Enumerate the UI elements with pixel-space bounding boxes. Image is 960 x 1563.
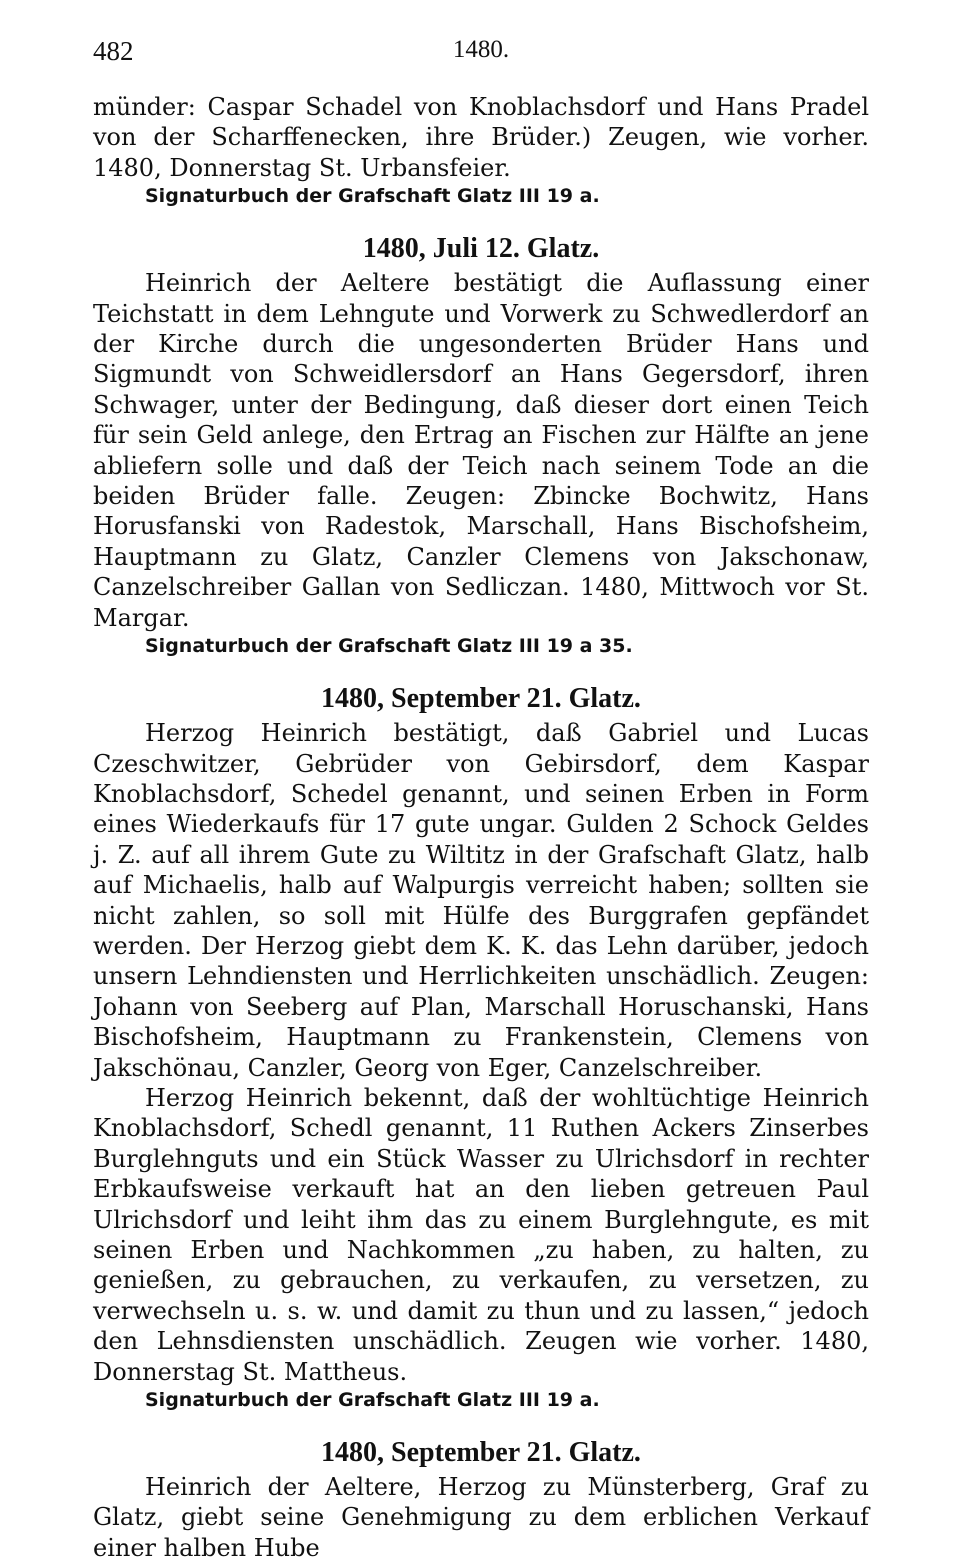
- entry-paragraph: Heinrich der Aeltere bestätigt die Auflassung einer Teichstatt in dem Lehngute und Vorwerk zu Schwedlerdorf an der Kirche durch die ungesonderten Brüder Hans und Sigmundt von Schweidlersdorf an Hans Gegersdorf, ihren Schwager, unter der Bedingung, daß dieser dort einen Teich für sein Geld anlege, den Ertrag an Fischen zur Hälfte an jene abliefern solle und daß der Teich nach seinem Tode an die beiden Brüder falle. Zeugen: Zbincke Bochwitz, Hans Horusfanski von Radestok, Marschall, Hans Bischofsheim, Hauptmann zu Glatz, Canzler Clemens von Jakschonaw, Canzelschreiber Gallan von Sedliczan. 1480, Mittwoch vor St. Margar.: [93, 269, 869, 632]
- running-head: 1480.: [452, 36, 510, 63]
- entry-1480-september-21-a: [93, 680, 869, 1414]
- entry-paragraph: Herzog Heinrich bestätigt, daß Gabriel und Lucas Czeschwitzer, Gebrüder von Gebirsdorf, dem Kaspar Knoblachsdorf, Schedel genannt, und seinen Erben in Form eines Wiederkaufs für 17 gute ungar. Gulden 2 Schock Geldes j. Z. auf all ihrem Gute zu Wiltitz in der Grafschaft Glatz, halb auf Michaelis, halb auf Walpurgis verreicht haben; sollten sie nicht zahlen, so soll mit Hülfe des Burggrafen gepfändet werden. Der Herzog giebt dem K. K. das Lehn darüber, jedoch unsern Lehndiensten und Herrlichkeiten unschädlich. Zeugen: Johann von Seeberg auf Plan, Marschall Horuschanski, Hans Bischofsheim, Hauptmann zu Frankenstein, Clemens von Jakschönau, Canzler, Georg von Eger, Canzelschreiber.: [93, 719, 869, 1082]
- entry-heading: 1480, September 21. Glatz.: [321, 683, 641, 715]
- entry-heading: 1480, Juli 12. Glatz.: [362, 233, 600, 265]
- source-citation: Signaturbuch der Grafschaft Glatz III 19 a 35.: [145, 635, 633, 658]
- entry-continuation: [93, 92, 869, 210]
- source-citation: Signaturbuch der Grafschaft Glatz III 19 a.: [145, 1389, 600, 1412]
- page-body: [93, 92, 869, 1563]
- entry-paragraph: Herzog Heinrich bekennt, daß der wohltüchtige Heinrich Knoblachsdorf, Schedl genannt, 11 Ruthen Ackers Zinserbes Burglehnguts und ein Stück Wasser zu Ulrichsdorf in rechter Erbkaufsweise verkauft hat an den lieben getreuen Paul Ulrichsdorf und leiht ihm das zu einem Burglehngute, es mit seinen Erben und Nachkommen „zu haben, zu halten, zu genießen, zu gebrauchen, zu verkaufen, zu versetzen, zu verwechseln u. s. w. und damit zu thun und zu lassen,“ jedoch den Lehnsdiensten unschädlich. Zeugen wie vorher. 1480, Donnerstag St. Mattheus.: [93, 1083, 869, 1386]
- entry-1480-juli-12: [93, 230, 869, 660]
- entry-heading: 1480, September 21. Glatz.: [321, 1437, 641, 1469]
- source-citation: Signaturbuch der Grafschaft Glatz III 19 a.: [145, 185, 600, 208]
- entry-1480-september-21-b: [93, 1434, 869, 1563]
- entry-paragraph: Heinrich der Aeltere, Herzog zu Münsterberg, Graf zu Glatz, giebt seine Genehmigung zu dem erblichen Verkauf einer halben Hube: [93, 1473, 869, 1562]
- page-header: [93, 36, 869, 70]
- entry-paragraph: münder: Caspar Schadel von Knoblachsdorf und Hans Pradel von der Scharffenecken, ihre Brüder.) Zeugen, wie vorher. 1480, Donnerstag St. Urbansfeier.: [93, 93, 869, 182]
- page-number: 482: [93, 36, 134, 66]
